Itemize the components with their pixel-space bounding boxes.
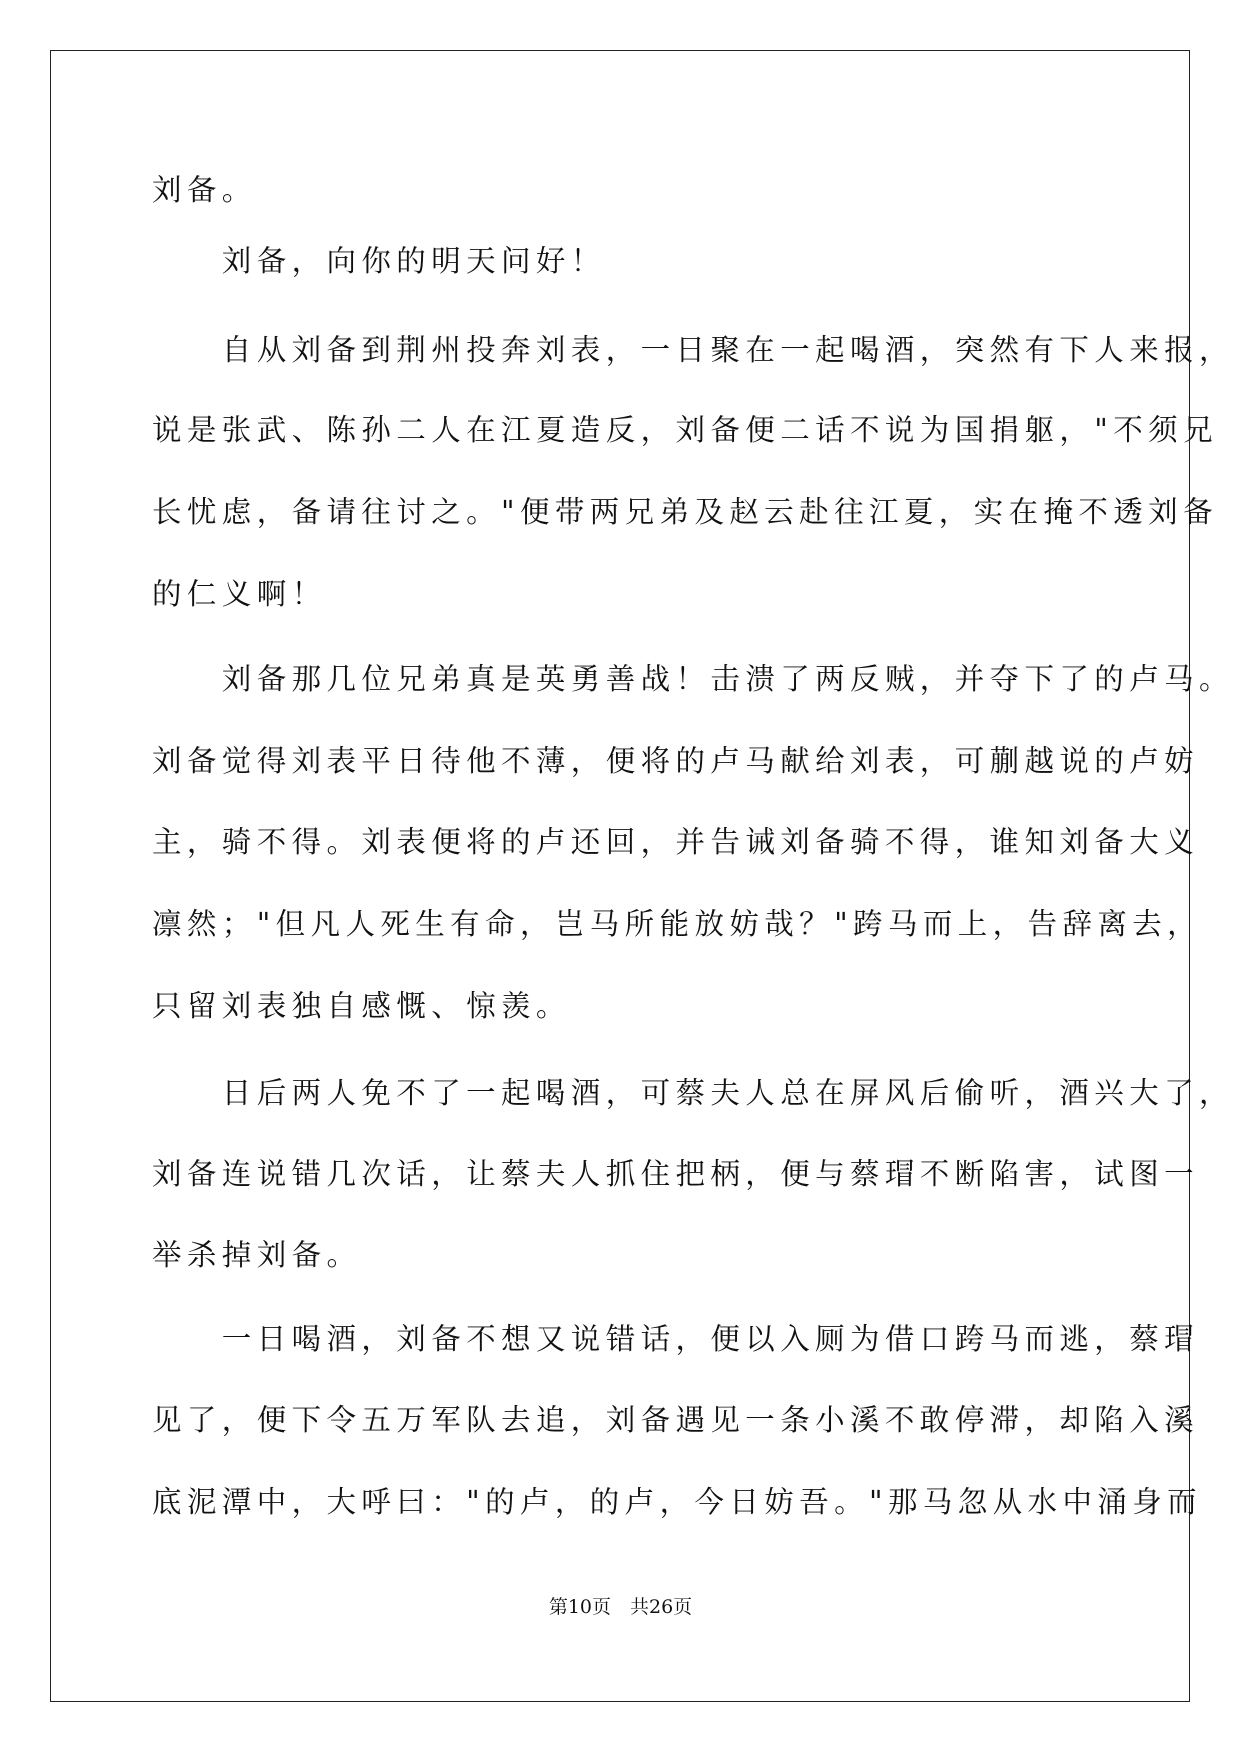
page-number-footer: 第10页 共26页	[548, 1596, 693, 1618]
text-line: 刘备，向你的明天问好！	[152, 244, 606, 278]
text-line: 刘备。	[152, 173, 257, 207]
text-line: 长忧虑，备请往讨之。"便带两兄弟及赵云赴往江夏，实在掩不透刘备	[152, 495, 1218, 529]
text-line: 说是张武、陈孙二人在江夏造反，刘备便二话不说为国捐躯，"不须兄	[152, 413, 1218, 447]
text-line: 底泥潭中，大呼曰："的卢，的卢，今日妨吾。"那马忽从水中涌身而	[152, 1485, 1203, 1519]
text-line: 一日喝酒，刘备不想又说错话，便以入厕为借口跨马而逃，蔡瑁	[152, 1322, 1200, 1356]
text-line: 主，骑不得。刘表便将的卢还回，并告诫刘备骑不得，谁知刘备大义	[152, 825, 1200, 859]
page-border	[50, 50, 1190, 1702]
text-line: 的仁义啊！	[152, 577, 327, 611]
text-line: 刘备觉得刘表平日待他不薄，便将的卢马献给刘表，可蒯越说的卢妨	[152, 744, 1200, 778]
text-line: 刘备连说错几次话，让蔡夫人抓住把柄，便与蔡瑁不断陷害，试图一	[152, 1157, 1200, 1191]
text-line: 举杀掉刘备。	[152, 1238, 362, 1272]
text-line: 只留刘表独自感慨、惊羡。	[152, 989, 571, 1023]
text-line: 见了，便下令五万军队去追，刘备遇见一条小溪不敢停滞，却陷入溪	[152, 1403, 1200, 1437]
text-line: 刘备那几位兄弟真是英勇善战！击溃了两反贼，并夺下了的卢马。	[152, 662, 1234, 696]
text-line: 凛然；"但凡人死生有命，岂马所能放妨哉？"跨马而上，告辞离去，	[152, 907, 1203, 941]
text-line: 日后两人免不了一起喝酒，可蔡夫人总在屏风后偷听，酒兴大了，	[152, 1076, 1234, 1110]
text-line: 自从刘备到荆州投奔刘表，一日聚在一起喝酒，突然有下人来报，	[152, 333, 1234, 367]
